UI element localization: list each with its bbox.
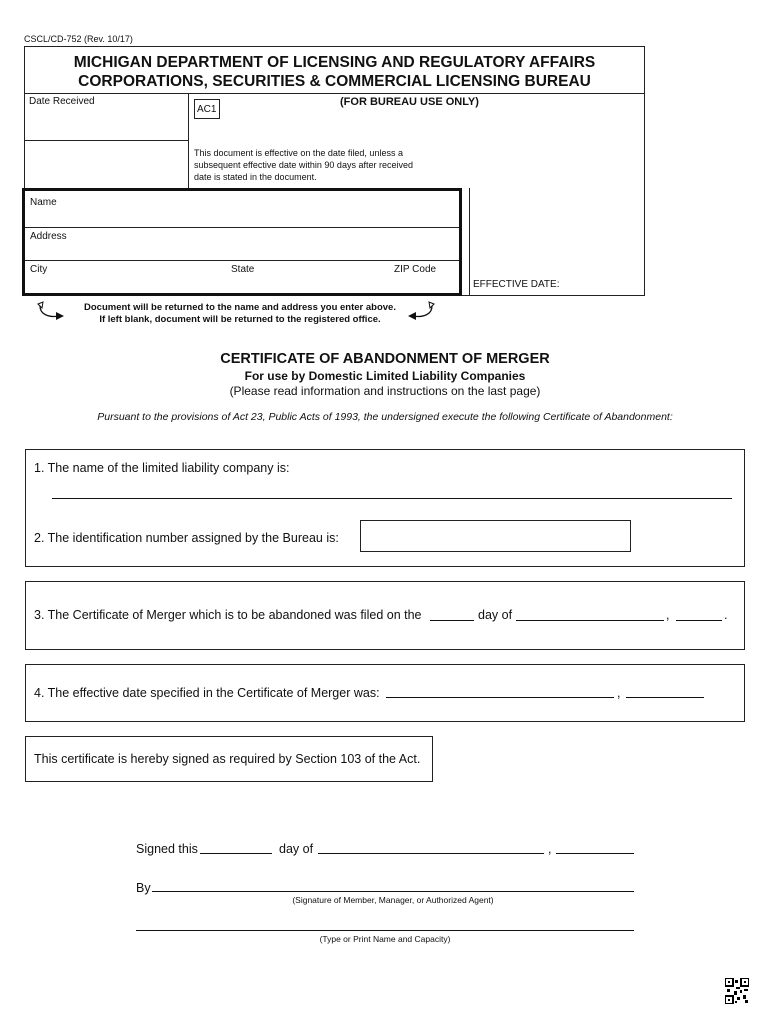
agency-title-line1: MICHIGAN DEPARTMENT OF LICENSING AND REGULATORY AFFAIRS (73, 54, 596, 71)
document-title: CERTIFICATE OF ABANDONMENT OF MERGER (220, 351, 550, 367)
city-input[interactable] (28, 276, 228, 292)
effective-note-1: This document is effective on the date filed, unless a (194, 148, 403, 158)
signed-year-line[interactable] (556, 853, 634, 854)
signed-comma: , (548, 842, 552, 856)
signature-statement: This certificate is hereby signed as required by Section 103 of the Act. (34, 752, 421, 766)
signature-caption: (Signature of Member, Manager, or Authorized Agent) (292, 895, 494, 905)
effective-note-2: subsequent effective date within 90 days after received (194, 160, 413, 170)
id-number-input[interactable] (360, 520, 631, 552)
q4-year-line[interactable] (626, 697, 704, 698)
address-divider (25, 260, 459, 261)
return-arrow-right-icon (406, 300, 436, 322)
q2-label: 2. The identification number assigned by the Bureau is: (34, 531, 339, 545)
print-name-line[interactable] (136, 930, 634, 931)
pursuant-statement: Pursuant to the provisions of Act 23, Public Acts of 1993, the undersigned execute the following Certificate of Abandonment: (97, 411, 673, 423)
name-label: Name (30, 197, 57, 208)
signature-line[interactable] (152, 891, 634, 892)
q3-year-line[interactable] (676, 620, 722, 621)
return-note-2: If left blank, document will be returned to the registered office. (99, 314, 381, 325)
address-input[interactable] (28, 243, 458, 261)
print-name-caption: (Type or Print Name and Capacity) (319, 934, 451, 944)
state-input[interactable] (229, 276, 393, 292)
state-label: State (231, 264, 255, 275)
instructions-note: (Please read information and instructions on the last page) (229, 384, 541, 398)
signed-this-label: Signed this (136, 842, 198, 856)
form-id: CSCL/CD-752 (Rev. 10/17) (24, 34, 133, 44)
effective-date-divider (469, 188, 470, 296)
document-subtitle: For use by Domestic Limited Liability Companies (244, 369, 526, 383)
agency-title-line2: CORPORATIONS, SECURITIES & COMMERCIAL LICENSING BUREAU (78, 73, 591, 90)
date-received-bottom (24, 140, 188, 141)
date-received-label: Date Received (29, 96, 95, 107)
q4-comma: , (617, 686, 621, 700)
address-label: Address (30, 231, 67, 242)
zip-input[interactable] (392, 276, 458, 292)
signed-day-line[interactable] (200, 853, 272, 854)
qr-code-icon (725, 978, 749, 1004)
bureau-use-label: (FOR BUREAU USE ONLY) (340, 96, 479, 108)
date-received-cell-border (188, 93, 189, 188)
q4-date-line[interactable] (386, 697, 614, 698)
ac1-label: AC1 (197, 104, 217, 115)
by-label: By (136, 881, 151, 895)
name-input[interactable] (28, 209, 458, 227)
effective-date-label: EFFECTIVE DATE: (473, 279, 560, 290)
q1-label: 1. The name of the limited liability company is: (34, 461, 290, 475)
q4-label: 4. The effective date specified in the Certificate of Merger was: (34, 686, 380, 700)
q3-day-line[interactable] (430, 620, 474, 621)
agency-title (24, 53, 645, 91)
signed-day-of-label: day of (279, 842, 314, 856)
q3-comma: , (666, 608, 670, 622)
effective-note (194, 147, 413, 183)
llc-name-line (52, 498, 732, 499)
return-note (60, 302, 420, 326)
effective-note-3: date is stated in the document. (194, 172, 317, 182)
zip-label: ZIP Code (394, 264, 437, 275)
name-divider (25, 227, 459, 228)
header-divider (24, 93, 645, 94)
q3-label: 3. The Certificate of Merger which is to be abandoned was filed on the (34, 608, 422, 622)
q3-period: . (724, 608, 728, 622)
q3-month-line[interactable] (516, 620, 664, 621)
city-label: City (30, 264, 48, 275)
signed-month-line[interactable] (318, 853, 544, 854)
return-note-1: Document will be returned to the name and address you enter above. (84, 302, 396, 313)
llc-name-input[interactable] (54, 481, 734, 499)
q3-day-of-label: day of (478, 608, 513, 622)
